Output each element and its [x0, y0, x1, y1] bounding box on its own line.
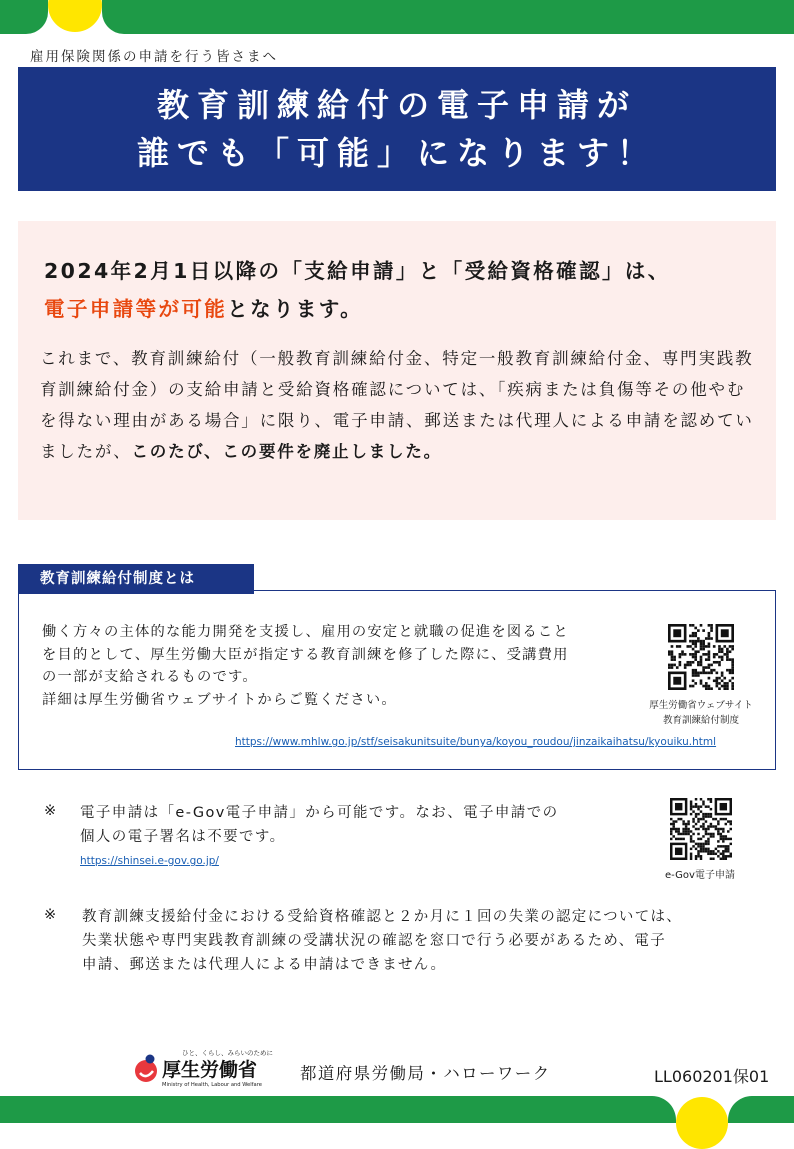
mhlw-url-link[interactable]: https://www.mhlw.go.jp/stf/seisakunitsuite/bunya/koyou_roudou/jinzaikaihatsu/kyouiku.html [235, 736, 717, 748]
note2-asterisk: ※ [44, 907, 57, 923]
note2-line-3: 申請、郵送または代理人による申請はできません。 [82, 957, 447, 973]
logo-tagline: ひと、くらし、みらいのために [182, 1049, 273, 1057]
mhlw-logo [132, 1046, 300, 1090]
note1-text [80, 801, 620, 849]
note2-text [82, 905, 762, 977]
system-info-line-4: 詳細は厚生労働省ウェブサイトからご覧ください。 [42, 691, 397, 708]
lead-text-1: 2024年2月1日以降の「支給申請」と「受給資格確認」は、 [44, 259, 671, 283]
mhlw-qr-caption [634, 698, 768, 728]
system-info-line-2: を目的として、厚生労働大臣が指定する教育訓練を修了した際に、受講費用 [42, 646, 569, 663]
note2-line-2: 失業状態や専門実践教育訓練の受講状況の確認を窓口で行う必要があるため、電子 [82, 933, 667, 949]
lead-highlight: 電子申請等が可能 [44, 297, 228, 321]
top-green-bar-right [102, 0, 794, 34]
mhlw-qr-caption-line-1: 厚生労働省ウェブサイト [649, 700, 753, 711]
bottom-green-bar-right [728, 1096, 794, 1123]
announcement-lead [44, 252, 764, 328]
headline-line-2: 誰でも「可能」になります！ [136, 134, 657, 172]
footer-organization: 都道府県労働局・ハローワーク [300, 1064, 551, 1083]
system-info-line-1: 働く方々の主体的な能力開発を支援し、雇用の安定と就職の促進を図ること [42, 624, 569, 640]
system-info-line-3: の一部が支給されるものです。 [42, 669, 258, 685]
headline-line-1: 教育訓練給付の電子申請が [156, 86, 637, 124]
document-code: LL060201保01 [654, 1067, 770, 1086]
page-headline [18, 67, 776, 191]
announcement-body [40, 343, 762, 467]
top-green-bar-left [0, 0, 48, 34]
mhlw-qr-caption-line-2: 教育訓練給付制度 [662, 715, 739, 726]
bottom-yellow-circle [676, 1097, 728, 1149]
system-info-tab: 教育訓練給付制度とは [18, 564, 254, 594]
egov-qr-code[interactable] [668, 798, 734, 860]
note1-line-2: 個人の電子署名は不要です。 [80, 829, 286, 845]
note1-asterisk: ※ [44, 803, 57, 819]
egov-qr-caption: e-Gov電子申請 [665, 870, 735, 881]
bottom-green-bar-left [0, 1096, 676, 1123]
page-subtitle: 雇用保険関係の申請を行う皆さまへ [30, 49, 278, 65]
logo-name: 厚生労働省 [162, 1059, 258, 1081]
note1-line-1: 電子申請は「e-Gov電子申請」から可能です。なお、電子申請での [80, 805, 559, 821]
system-info-text [42, 621, 642, 711]
note2-line-1: 教育訓練支援給付金における受給資格確認と２か月に１回の失業の認定については、 [82, 909, 683, 925]
egov-url-link[interactable]: https://shinsei.e-gov.go.jp/ [80, 855, 219, 867]
body-normal-text: これまで、教育訓練給付（一般教育訓練給付金、特定一般教育訓練給付金、専門実践教育訓練給付金）の支給申請と受給資格確認については、「疾病または負傷等その他やむを得ない理由がある場合」に限り、電子申請、郵送または代理人による申請を認めていましたが、 [40, 349, 754, 461]
top-yellow-circle [48, 0, 102, 32]
body-bold-text: このたび、この要件を廃止しました。 [131, 442, 442, 461]
lead-text-2: となります。 [227, 297, 363, 321]
logo-english: Ministry of Health, Labour and Welfare [162, 1082, 262, 1088]
mhlw-qr-code[interactable] [668, 624, 734, 690]
